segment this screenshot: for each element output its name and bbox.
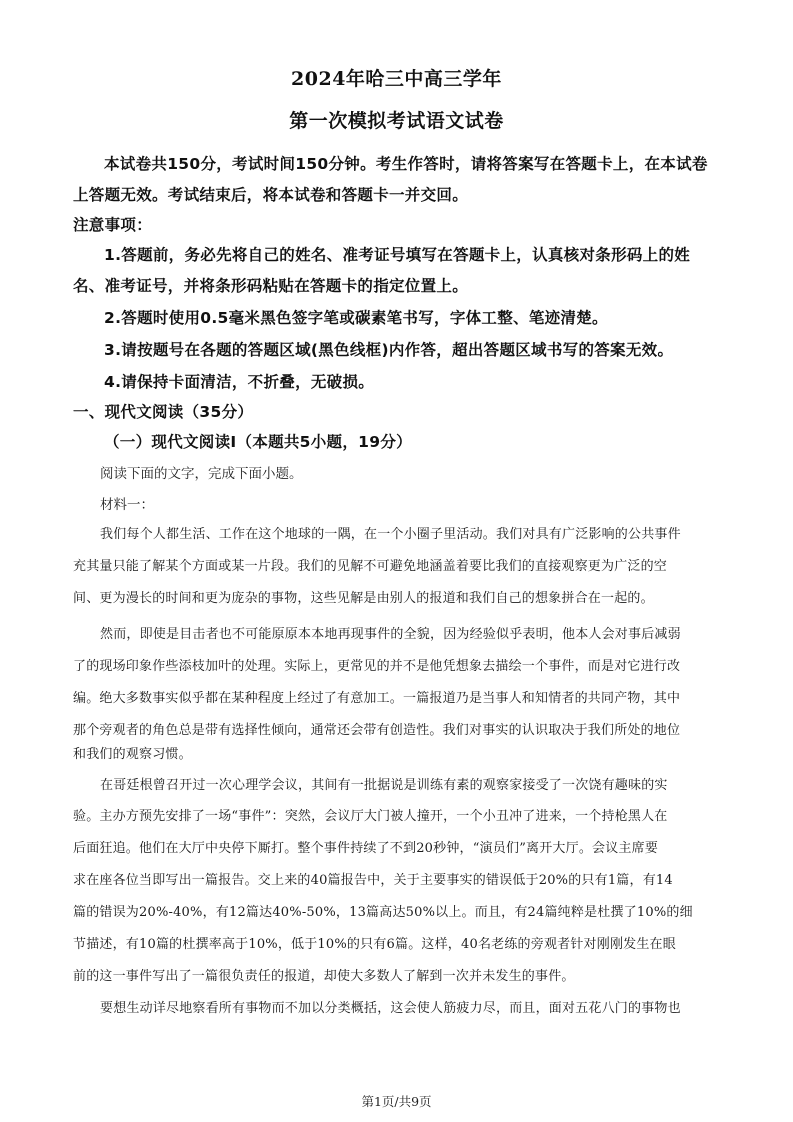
notes-item3: 3.请按题号在各题的答题区域(黑色线框)内作答，超出答题区域书写的答案无效。: [104, 341, 674, 359]
passage-line: 验。主办方预先安排了一场“事件”：突然，会议厅大门被人撞开，一个小丑冲了进来，一个持枪黑人在: [73, 809, 668, 824]
reading-instruction: 阅读下面的文字，完成下面小题。: [100, 466, 303, 482]
intro-line2: 上答题无效。考试结束后，将本试卷和答题卡一并交回。: [73, 186, 469, 204]
passage-line: 间、更为漫长的时间和更为庞杂的事物，这些见解是由别人的报道和我们自己的想象拼合在一起的。: [73, 591, 654, 606]
passage-line: 要想生动详尽地察看所有事物而不加以分类概括，这会使人筋疲力尽，而且，面对五花八门的事物也: [100, 1001, 681, 1016]
passage-line: 篇的错误为20%-40%，有12篇达40%-50%，13篇高达50%以上。而且，有24篇纯粹是杜撰了10%的细: [73, 905, 693, 920]
passage-line: 编。绝大多数事实似乎都在某种程度上经过了有意加工。一篇报道乃是当事人和知情者的共同产物，其中: [73, 691, 681, 706]
notes-item2: 2.答题时使用0.5毫米黑色签字笔或碳素笔书写，字体工整、笔迹清楚。: [104, 309, 608, 327]
exam-title-line1: 2024年哈三中高三学年: [291, 68, 502, 90]
notes-item1-line2: 名、准考证号，并将条形码粘贴在答题卡的指定位置上。: [73, 277, 469, 295]
section-subheading: （一）现代文阅读Ⅰ（本题共5小题，19分）: [104, 433, 412, 451]
exam-title-line2: 第一次模拟考试语文试卷: [289, 110, 504, 132]
passage-line: 那个旁观者的角色总是带有选择性倾向，通常还会带有创造性。我们对事实的认识取决于我们所处的地位: [73, 723, 681, 738]
passage-line: 然而，即使是目击者也不可能原原本本地再现事件的全貌，因为经验似乎表明，他本人会对事后减弱: [100, 627, 681, 642]
passage-line: 我们每个人都生活、工作在这个地球的一隅，在一个小圈子里活动。我们对具有广泛影响的公共事件: [100, 527, 681, 542]
material-label: 材料一：: [100, 497, 154, 513]
passage-line: 后面狂追。他们在大厅中央停下厮打。整个事件持续了不到20秒钟，“演员们”离开大厅。会议主席要: [73, 841, 659, 856]
passage-line: 充其量只能了解某个方面或某一片段。我们的见解不可避免地涵盖着要比我们的直接观察更为广泛的空: [73, 559, 668, 574]
notes-heading: 注意事项：: [73, 216, 153, 234]
intro-line1: 本试卷共150分，考试时间150分钟。考生作答时，请将答案写在答题卡上，在本试卷: [104, 155, 708, 173]
passage-line: 和我们的观察习惯。: [73, 747, 192, 762]
page-number: 第1页/共9页: [361, 1094, 432, 1109]
passage-line: 节描述，有10篇的杜撰率高于10%，低于10%的只有6篇。这样，40名老练的旁观者针对刚刚发生在眼: [73, 937, 676, 952]
notes-item1-line1: 1.答题前，务必先将自己的姓名、准考证号填写在答题卡上，认真核对条形码上的姓: [104, 246, 691, 264]
passage-line: 前的这一事件写出了一篇很负责任的报道，却使大多数人了解到一次并未发生的事件。: [73, 969, 575, 984]
section-heading: 一、现代文阅读（35分）: [73, 403, 254, 421]
passage-line: 求在座各位当即写出一篇报告。交上来的40篇报告中，关于主要事实的错误低于20%的只有1篇，有14: [73, 873, 673, 888]
passage-line: 了的现场印象作些添枝加叶的处理。实际上，更常见的并不是他凭想象去描绘一个事件，而是对它进行改: [73, 659, 681, 674]
notes-item4: 4.请保持卡面清洁，不折叠，无破损。: [104, 373, 375, 391]
passage-line: 在哥廷根曾召开过一次心理学会议，其间有一批据说是训练有素的观察家接受了一次饶有趣味的实: [100, 778, 668, 793]
